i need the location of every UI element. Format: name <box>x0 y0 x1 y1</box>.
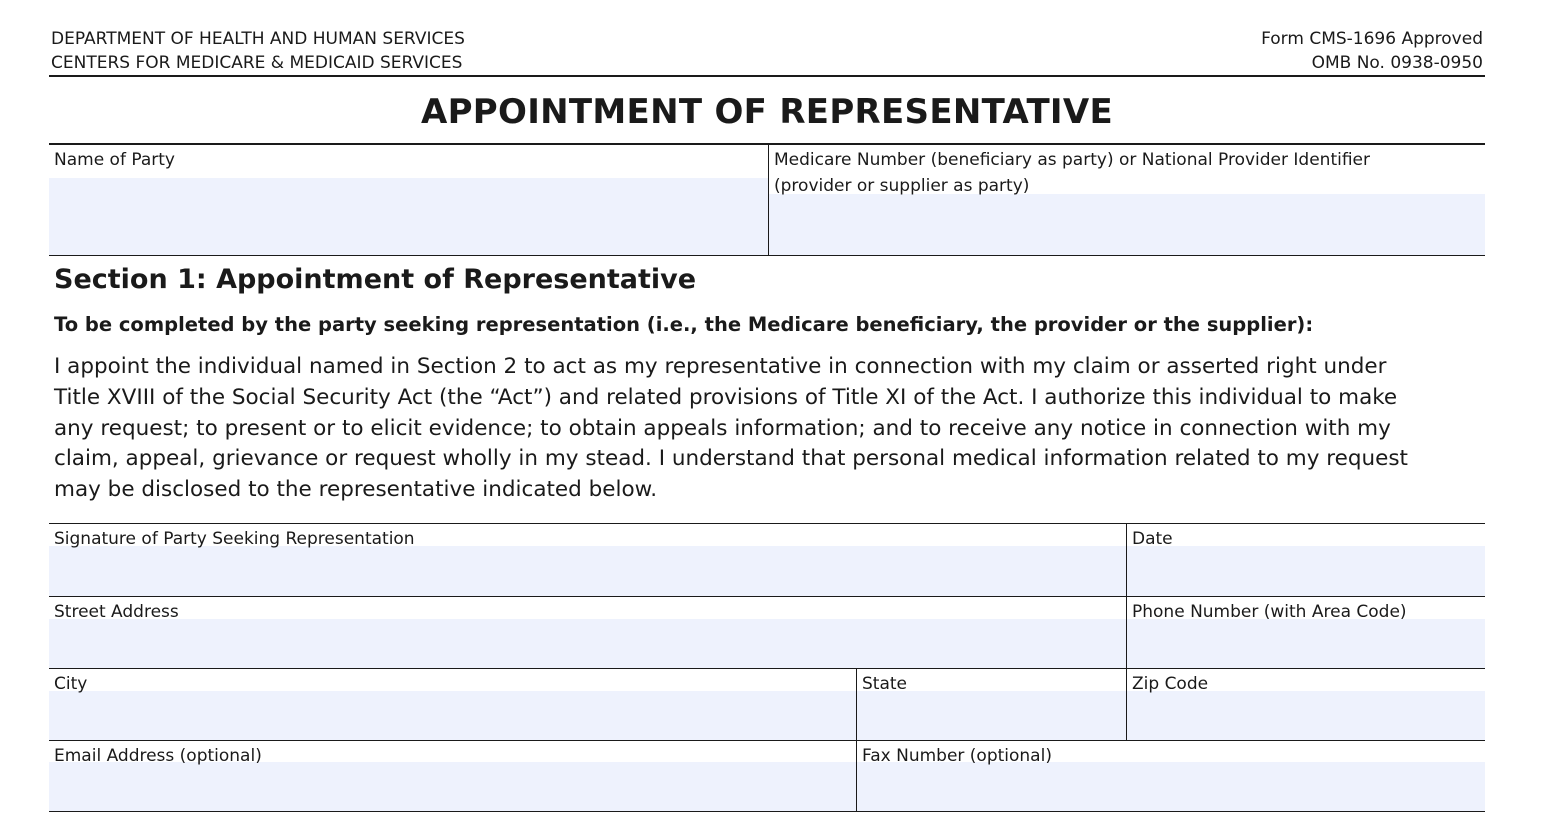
header-rule <box>49 75 1485 77</box>
street-address-cell <box>49 597 1126 668</box>
fax-cell <box>857 741 1485 811</box>
section-1-instruction: To be completed by the party seeking representation (i.e., the Medicare beneficiary, the provider or the supplier): <box>54 313 1314 336</box>
state-cell <box>857 669 1126 740</box>
street-address-label: Street Address <box>54 602 179 622</box>
state-input[interactable] <box>857 691 1126 740</box>
zip-code-cell <box>1127 669 1485 740</box>
medicare-number-label: Medicare Number (beneficiary as party) or National Provider Identifier <box>774 150 1370 170</box>
city-label: City <box>54 674 88 694</box>
zip-code-input[interactable] <box>1127 691 1485 740</box>
state-label: State <box>862 674 907 694</box>
section-1-title: Section 1: Appointment of Representative <box>54 264 697 295</box>
agency-subname: CENTERS FOR MEDICARE & MEDICAID SERVICES <box>51 53 463 73</box>
authorization-line: I appoint the individual named in Section 2 to act as my representative in connection with my claim or asserted right under <box>54 354 1387 379</box>
email-cell <box>49 741 856 811</box>
name-of-party-cell <box>49 145 768 255</box>
section-1-authorization-text <box>54 352 1494 506</box>
phone-number-cell <box>1127 597 1485 668</box>
omb-number: OMB No. 0938-0950 <box>1311 53 1483 73</box>
authorization-line: claim, appeal, grievance or request wholly in my stead. I understand that personal medical information related to my request <box>54 446 1408 472</box>
form-title: APPOINTMENT OF REPRESENTATIVE <box>420 92 1114 132</box>
authorization-line: Title XVIII of the Social Security Act (the “Act”) and related provisions of Title XI of the Act. I authorize this individual to make <box>54 384 1398 410</box>
form-number: Form CMS-1696 Approved <box>1261 29 1483 49</box>
zip-code-label: Zip Code <box>1132 674 1209 694</box>
fax-label: Fax Number (optional) <box>862 746 1052 766</box>
street-address-input[interactable] <box>49 619 1126 668</box>
signature-cell <box>49 524 1126 596</box>
phone-number-label: Phone Number (with Area Code) <box>1132 602 1407 622</box>
authorization-line: may be disclosed to the representative indicated below. <box>54 477 658 503</box>
signature-input[interactable] <box>49 546 1126 596</box>
medicare-number-cell <box>769 145 1485 255</box>
name-of-party-label: Name of Party <box>54 150 175 170</box>
city-cell <box>49 669 856 740</box>
authorization-line: any request; to present or to elicit evidence; to obtain appeals information; and to receive any notice in connection with my <box>54 415 1391 441</box>
signature-label: Signature of Party Seeking Representation <box>54 529 415 549</box>
date-cell <box>1127 524 1485 596</box>
email-label: Email Address (optional) <box>54 746 262 766</box>
medicare-number-label-line-2: (provider or supplier as party) <box>774 176 1030 196</box>
name-of-party-input[interactable] <box>49 178 768 255</box>
agency-name: DEPARTMENT OF HEALTH AND HUMAN SERVICES <box>51 29 465 49</box>
medicare-number-input[interactable] <box>769 194 1485 255</box>
date-label: Date <box>1132 529 1173 549</box>
fields-bottom-rule <box>49 811 1485 812</box>
date-input[interactable] <box>1127 546 1485 596</box>
party-bottom-rule <box>49 255 1485 256</box>
city-input[interactable] <box>49 691 856 740</box>
phone-number-input[interactable] <box>1127 619 1485 668</box>
